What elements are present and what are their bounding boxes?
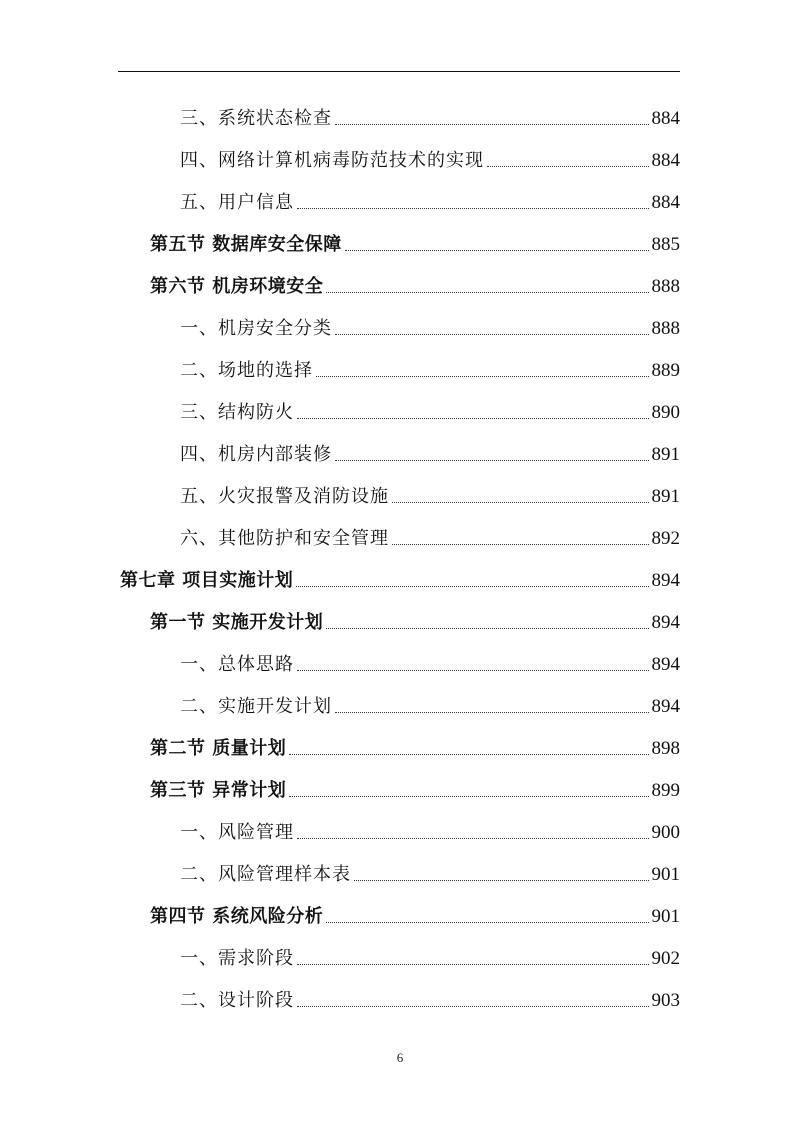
dot-leader <box>326 922 648 923</box>
dot-leader <box>335 712 649 713</box>
toc-entry-label: 六、其他防护和安全管理 <box>180 528 389 549</box>
toc-entry[interactable] <box>180 144 680 172</box>
toc-entry[interactable] <box>180 858 680 886</box>
toc-entry[interactable] <box>180 102 680 130</box>
toc-entry-page: 901 <box>651 906 680 927</box>
toc-entry-page: 884 <box>651 192 680 213</box>
toc-entry-label: 一、机房安全分类 <box>180 318 332 339</box>
toc-entry-label: 第四节 系统风险分析 <box>150 906 324 927</box>
toc-entry-label: 第六节 机房环境安全 <box>150 276 324 297</box>
toc-entry-page: 891 <box>651 444 680 465</box>
dot-leader <box>297 838 649 839</box>
dot-leader <box>487 166 649 167</box>
toc-entry-label: 三、系统状态检查 <box>180 108 332 129</box>
dot-leader <box>326 628 648 629</box>
toc-entry-page: 884 <box>651 150 680 171</box>
toc-entry[interactable] <box>180 690 680 718</box>
dot-leader <box>316 376 649 377</box>
dot-leader <box>297 208 649 209</box>
toc-entry-chapter[interactable] <box>120 564 680 592</box>
toc-entry-section[interactable] <box>150 774 680 802</box>
toc-entry-page: 899 <box>651 780 680 801</box>
toc-entry-page: 894 <box>651 612 680 633</box>
dot-leader <box>297 1006 649 1007</box>
toc-entry-page: 888 <box>651 318 680 339</box>
toc-entry-section[interactable] <box>150 270 680 298</box>
toc-entry-label: 三、结构防火 <box>180 402 294 423</box>
toc-entry[interactable] <box>180 648 680 676</box>
toc-entry-section[interactable] <box>150 732 680 760</box>
toc-entry[interactable] <box>180 480 680 508</box>
toc-entry-page: 894 <box>651 696 680 717</box>
toc-entry[interactable] <box>180 186 680 214</box>
dot-leader <box>289 796 648 797</box>
dot-leader <box>296 586 648 587</box>
toc-entry-section[interactable] <box>150 606 680 634</box>
dot-leader <box>345 250 649 251</box>
toc-entry-label: 四、机房内部装修 <box>180 444 332 465</box>
toc-entry-section[interactable] <box>150 900 680 928</box>
dot-leader <box>326 292 648 293</box>
toc-entry-label: 二、场地的选择 <box>180 360 313 381</box>
toc-entry[interactable] <box>180 984 680 1012</box>
dot-leader <box>354 880 649 881</box>
toc-entry-page: 894 <box>651 570 680 591</box>
toc-entry[interactable] <box>180 522 680 550</box>
toc-entry-page: 891 <box>651 486 680 507</box>
toc-entry-label: 第三节 异常计划 <box>150 780 287 801</box>
dot-leader <box>297 670 649 671</box>
toc-entry-label: 五、用户信息 <box>180 192 294 213</box>
dot-leader <box>297 964 649 965</box>
toc-entry-label: 二、风险管理样本表 <box>180 864 351 885</box>
toc-entry-label: 四、网络计算机病毒防范技术的实现 <box>180 150 484 171</box>
toc-entry-page: 892 <box>651 528 680 549</box>
dot-leader <box>392 544 649 545</box>
toc-entry-page: 894 <box>651 654 680 675</box>
toc-entry-label: 二、设计阶段 <box>180 990 294 1011</box>
toc-entry-page: 901 <box>651 864 680 885</box>
dot-leader <box>335 460 649 461</box>
toc-entry-label: 第七章 项目实施计划 <box>120 570 294 591</box>
dot-leader <box>289 754 648 755</box>
toc-entry[interactable] <box>180 354 680 382</box>
toc-entry-page: 888 <box>651 276 680 297</box>
toc-entry-label: 一、需求阶段 <box>180 948 294 969</box>
toc-entry-page: 890 <box>651 402 680 423</box>
dot-leader <box>392 502 649 503</box>
toc-entry-label: 第一节 实施开发计划 <box>150 612 324 633</box>
toc-entry-page: 898 <box>651 738 680 759</box>
toc-entry-label: 第二节 质量计划 <box>150 738 287 759</box>
toc-entry[interactable] <box>180 942 680 970</box>
toc-entry-label: 第五节 数据库安全保障 <box>150 234 342 255</box>
toc-entry-page: 900 <box>651 822 680 843</box>
toc-entry-section[interactable] <box>150 228 680 256</box>
toc-entry-page: 884 <box>651 108 680 129</box>
dot-leader <box>335 334 649 335</box>
toc-entry-label: 一、风险管理 <box>180 822 294 843</box>
toc-entry-page: 902 <box>651 948 680 969</box>
page-number: 6 <box>396 1050 404 1065</box>
toc-entry[interactable] <box>180 438 680 466</box>
dot-leader <box>335 124 649 125</box>
toc-entry-label: 五、火灾报警及消防设施 <box>180 486 389 507</box>
toc-entry-page: 889 <box>651 360 680 381</box>
toc-entry-page: 903 <box>651 990 680 1011</box>
toc-entry[interactable] <box>180 312 680 340</box>
dot-leader <box>297 418 649 419</box>
toc-entry-label: 二、实施开发计划 <box>180 696 332 717</box>
toc-entry[interactable] <box>180 816 680 844</box>
toc-entry-page: 885 <box>651 234 680 255</box>
toc-entry[interactable] <box>180 396 680 424</box>
toc-entry-label: 一、总体思路 <box>180 654 294 675</box>
